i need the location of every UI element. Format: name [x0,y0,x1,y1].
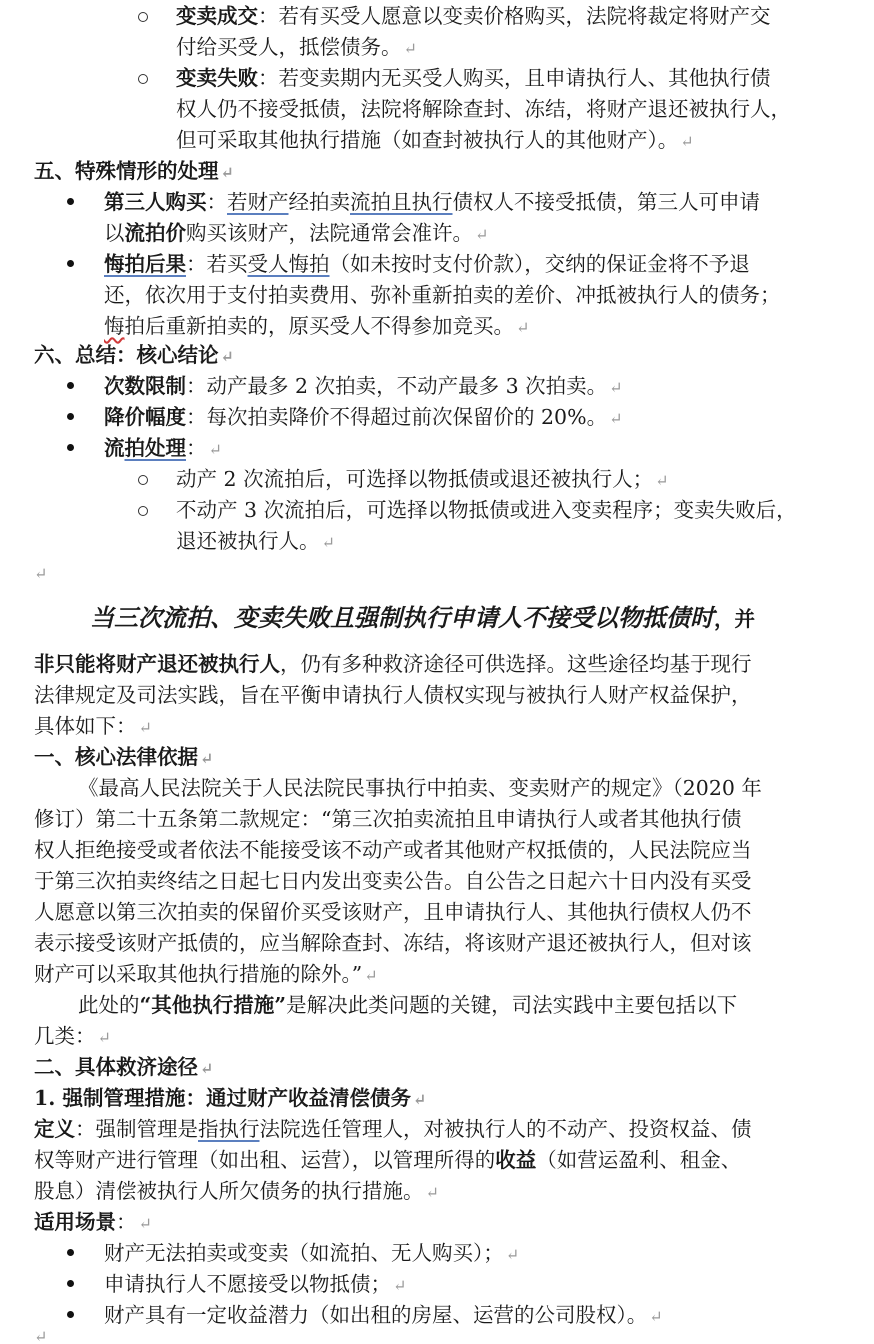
text: ：若买 [186,252,248,276]
law-line-7 [34,959,378,990]
bullet-icon [67,260,74,267]
paragraph-mark-icon: ↵ [220,163,234,182]
def-line-2 [34,1145,741,1176]
paragraph-mark-icon: ↵ [200,1059,214,1078]
text: 指执行 [198,1117,260,1141]
italic-title: 当三次流拍、变卖失败且强制执行申请人不接受以物抵债时 [90,603,714,632]
paragraph-mark-icon: ↵ [655,471,669,490]
list-item-movable [176,464,668,495]
note-line-1 [78,990,737,1021]
paragraph-mark-icon: ↵ [403,39,417,58]
list-item-third-party [104,187,760,218]
bullet-icon [67,413,74,420]
text: ：每次拍卖降价不得超过前次保留价的 20%。 [186,405,608,429]
list-item-third-party-cont [104,218,488,249]
heading-sec6 [34,340,234,371]
text: “其他执行措施” [139,993,287,1017]
text: 财产具有一定收益潜力（如出租的房屋、运营的公司股权）。 [104,1303,648,1327]
list-item-sell-deal-cont [176,32,417,63]
paragraph-mark-icon: ↵ [138,718,152,737]
law-line-3 [34,835,752,866]
text: 非只能将财产退还被执行人 [34,652,280,676]
list-item-scene-1 [104,1238,519,1269]
paragraph-mark-icon: ↵ [609,378,623,397]
text: 但可采取其他执行措施（如查封被执行人的其他财产）。 [176,128,679,152]
text: ，仍有多种救济途径可供选择。这些途径均基于现行 [280,652,752,676]
text: 法律规定及司法实践，旨在平衡申请执行人债权实现与被执行人财产权益保护， [34,683,752,707]
text: 股息）清偿被执行人所欠债务的执行措施。 [34,1179,424,1203]
list-item-unsold [104,433,222,464]
text: 此处的 [78,993,140,1017]
spellcheck-word: 悔 [104,314,125,338]
scene-heading [34,1207,152,1238]
law-line-2 [34,804,741,835]
label-scene: 适用场景 [34,1210,116,1234]
heading-text: 六、总结：核心结论 [34,343,219,367]
text: 修订）第二十五条第二款规定：“第三次拍卖流拍且申请执行人或者其他执行债 [34,807,742,831]
label-count: 次数限制 [104,374,186,398]
heading-sec5 [34,156,234,187]
list-item-renege [104,249,750,280]
text: 财产可以采取其他执行措施的除外。” [34,962,363,986]
paragraph-mark-icon: ↵ [364,966,378,985]
list-item-sell-fail-cont2 [176,125,694,156]
label-sell-deal: 变卖成交 [176,4,258,28]
list-item-sell-fail [176,63,771,94]
text: 付给买受人，抵偿债务。 [176,35,402,59]
list-item-scene-3 [104,1300,663,1331]
text: 购买该财产，法院通常会准许。 [186,221,473,245]
text: 动产 2 次流拍后，可选择以物抵债或退还被执行人； [176,467,654,491]
bullet-icon [67,198,74,205]
text: 不动产 3 次流拍后，可选择以物抵债或进入变卖程序；变卖失败后， [176,498,797,522]
bullet-icon [67,1311,74,1318]
heading-text: 五、特殊情形的处理 [34,159,219,183]
paragraph-mark-icon: ↵ [649,1307,663,1326]
label-unsold-2: 拍处理 [124,436,186,460]
text: 法院选任管理人，对被执行人的不动产、投资权益、债 [259,1117,752,1141]
law-line-6 [34,928,752,959]
paragraph-mark-icon: ↵ [97,1028,111,1047]
list-item-renege-cont2 [104,311,529,342]
text: 人愿意以第三次拍卖的保留价买受该财产，且申请执行人、其他执行债权人仍不 [34,900,752,924]
text: 受人悔拍 [247,252,330,276]
list-item-scene-2 [104,1269,406,1300]
paragraph-mark-icon: ↵ [475,225,489,244]
bullet-icon [67,444,74,451]
text: （如未按时支付价款），交纳的保证金将不予退 [329,252,750,276]
text: ：强制管理是 [75,1117,198,1141]
text: 收益 [495,1148,537,1172]
list-item-immovable-cont [176,526,335,557]
subheading-text: 1. 强制管理措施：通过财产收益清偿债务 [34,1086,412,1110]
text: ：若变卖期内无买受人购买，且申请执行人、其他执行债 [258,66,771,90]
text: ：若有买受人愿意以变卖价格购买，法院将裁定将财产交 [258,4,771,28]
paragraph-mark-icon: ↵ [425,1183,439,1202]
text: 退还被执行人。 [176,529,320,553]
intro-title [90,600,755,636]
text: 以 [104,221,125,245]
paragraph-mark-icon: ↵ [516,318,530,337]
list-item-sell-fail-cont [176,94,791,125]
circle-bullet-icon [138,506,148,516]
law-line-5 [34,897,752,928]
list-item-sell-deal [176,1,771,32]
list-item-renege-cont [104,280,781,311]
text: 具体如下： [34,714,137,738]
text: 拍后重新拍卖的，原买受人不得参加竞买。 [124,314,514,338]
text: 权等财产进行管理（如出租、运营），以管理所得的 [34,1148,496,1172]
text: 权人仍不接受抵债，法院将解除查封、冻结，将财产退还被执行人， [176,97,791,121]
paragraph-mark-icon: ↵ [138,1214,152,1233]
text: 《最高人民法院关于人民法院民事执行中拍卖、变卖财产的规定》（2020 年 [78,776,762,800]
text: ： [186,436,207,460]
label-renege: 悔拍后果 [104,252,186,276]
label-definition: 定义 [34,1117,75,1141]
paragraph-mark-icon: ↵ [505,1245,520,1264]
heading-part2 [34,1052,213,1083]
label-third-party: 第三人购买 [104,190,207,214]
paragraph-mark-icon: ↵ [680,132,694,151]
text: 几类： [34,1024,96,1048]
list-item-count [104,371,623,402]
intro-line-1 [34,649,752,680]
law-line-4 [34,866,752,897]
paragraph-mark-icon: ↵ [321,533,335,552]
text: 权人拒绝接受或者依法不能接受该不动产或者其他财产权抵债的，人民法院应当 [34,838,752,862]
text: ： [116,1210,137,1234]
paragraph-mark-icon: ↵ [34,1327,48,1344]
text: 流拍价 [124,221,186,245]
text: 财产无法拍卖或变卖（如流拍、无人购买）； [104,1241,504,1265]
bullet-icon [67,1249,74,1256]
text: 债权人不接受抵债，第三人可申请 [452,190,760,214]
text: 经拍卖 [288,190,350,214]
text: 还，依次用于支付拍卖费用、弥补重新拍卖的差价、冲抵被执行人的债务； [104,283,781,307]
def-line-1 [34,1114,752,1145]
def-line-3 [34,1176,439,1207]
text: 是解决此类问题的关键，司法实践中主要包括以下 [286,993,738,1017]
paragraph-mark-icon: ↵ [609,409,623,428]
paragraph-mark-icon: ↵ [413,1090,427,1109]
list-item-immovable [176,495,797,526]
intro-line-2 [34,680,752,711]
label-price: 降价幅度 [104,405,186,429]
paragraph-mark-icon: ↵ [393,1276,407,1295]
text: 流拍且执行 [350,190,453,214]
text: ：动产最多 2 次拍卖，不动产最多 3 次拍卖。 [186,374,608,398]
intro-line-3 [34,711,152,742]
text: 申请执行人不愿接受以物抵债； [104,1272,391,1296]
paragraph-mark-icon: ↵ [208,440,222,459]
text: ，并 [714,607,755,631]
bullet-icon [67,1280,74,1287]
paragraph-mark-icon: ↵ [220,347,234,366]
bullet-icon [67,382,74,389]
heading-part1 [34,742,213,773]
text: 若财产 [227,190,289,214]
circle-bullet-icon [138,475,148,485]
label-unsold: 流 [104,436,125,460]
paragraph-mark-icon: ↵ [34,564,48,583]
empty-paragraph [32,557,47,588]
law-line-1 [78,773,762,804]
text: （如营运盈利、租金、 [536,1148,742,1172]
text: ： [206,190,227,214]
empty-paragraph-end [32,1326,47,1344]
note-line-2 [34,1021,111,1052]
list-item-price [104,402,623,433]
label-sell-fail: 变卖失败 [176,66,258,90]
heading-text: 二、具体救济途径 [34,1055,198,1079]
text: 于第三次拍卖终结之日起七日内发出变卖公告。自公告之日起六十日内没有买受 [34,869,752,893]
circle-bullet-icon [138,12,148,22]
heading-text: 一、核心法律依据 [34,745,198,769]
circle-bullet-icon [138,74,148,84]
paragraph-mark-icon: ↵ [200,749,214,768]
subheading-1 [34,1083,426,1114]
text: 表示接受该财产抵债的，应当解除查封、冻结，将该财产退还被执行人，但对该 [34,931,752,955]
